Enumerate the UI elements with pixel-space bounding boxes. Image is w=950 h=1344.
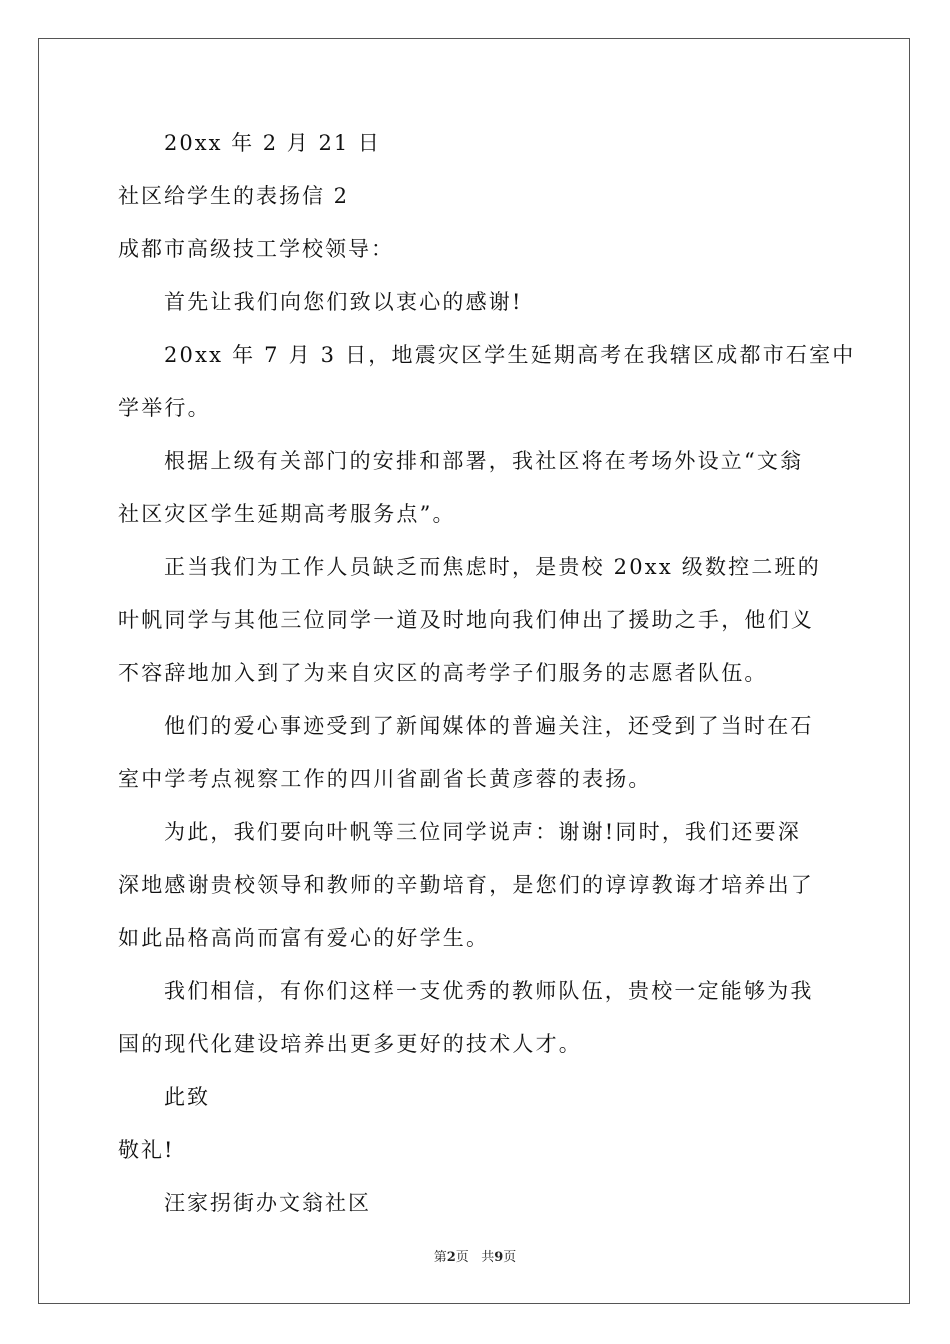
signature-line: 汪家拐街办文翁社区 (164, 1191, 371, 1215)
page-number: 2 (446, 1250, 456, 1265)
closing-line: 此致 (164, 1085, 210, 1109)
paragraph-line: 20xx 年 7 月 3 日，地震灾区学生延期高考在我辖区成都市石室中 (164, 343, 856, 367)
total-suffix: 页 (503, 1250, 517, 1265)
paragraph-4 (118, 552, 834, 688)
page-prefix: 第 (433, 1250, 447, 1265)
paragraph-line: 为此，我们要向叶帆等三位同学说声：谢谢!同时，我们还要深 (164, 820, 802, 844)
total-pages: 9 (494, 1250, 504, 1265)
paragraph-line: 正当我们为工作人员缺乏而焦虑时，是贵校 20xx 级数控二班的 (164, 555, 821, 579)
letter-body (118, 128, 856, 1241)
paragraph-line: 如此品格高尚而富有爱心的好学生。 (118, 926, 490, 950)
paragraph-line: 根据上级有关部门的安排和部署，我社区将在考场外设立“文翁 (164, 449, 804, 473)
paragraph-line: 社区灾区学生延期高考服务点”。 (118, 502, 456, 526)
paragraph-line: 国的现代化建设培养出更多更好的技术人才。 (118, 1032, 582, 1056)
paragraph-6 (118, 817, 834, 953)
page-footer (0, 1246, 950, 1265)
paragraph-line: 学举行。 (118, 396, 211, 420)
total-prefix: 共 (481, 1250, 495, 1265)
page-suffix: 页 (455, 1250, 469, 1265)
salutation: 成都市高级技工学校领导： (118, 237, 394, 261)
paragraph-line: 不容辞地加入到了为来自灾区的高考学子们服务的志愿者队伍。 (118, 661, 768, 685)
paragraph-7 (118, 976, 834, 1059)
paragraph-line: 叶帆同学与其他三位同学一道及时地向我们伸出了援助之手，他们义 (118, 608, 814, 632)
letter-heading: 社区给学生的表扬信 2 (118, 184, 350, 208)
paragraph-line: 室中学考点视察工作的四川省副省长黄彦蓉的表扬。 (118, 767, 652, 791)
paragraph-2 (118, 340, 856, 423)
paragraph-5 (118, 711, 834, 794)
paragraph-line: 他们的爱心事迹受到了新闻媒体的普遍关注，还受到了当时在石 (164, 714, 814, 738)
paragraph-line: 首先让我们向您们致以衷心的感谢! (164, 290, 523, 314)
paragraph-1 (118, 287, 834, 317)
date-line: 20xx 年 2 月 21 日 (164, 131, 381, 155)
paragraph-line: 我们相信，有你们这样一支优秀的教师队伍，贵校一定能够为我 (164, 979, 814, 1003)
paragraph-line: 深地感谢贵校领导和教师的辛勤培育，是您们的谆谆教诲才培养出了 (118, 873, 814, 897)
regards-line: 敬礼! (118, 1138, 175, 1162)
paragraph-3 (118, 446, 834, 529)
